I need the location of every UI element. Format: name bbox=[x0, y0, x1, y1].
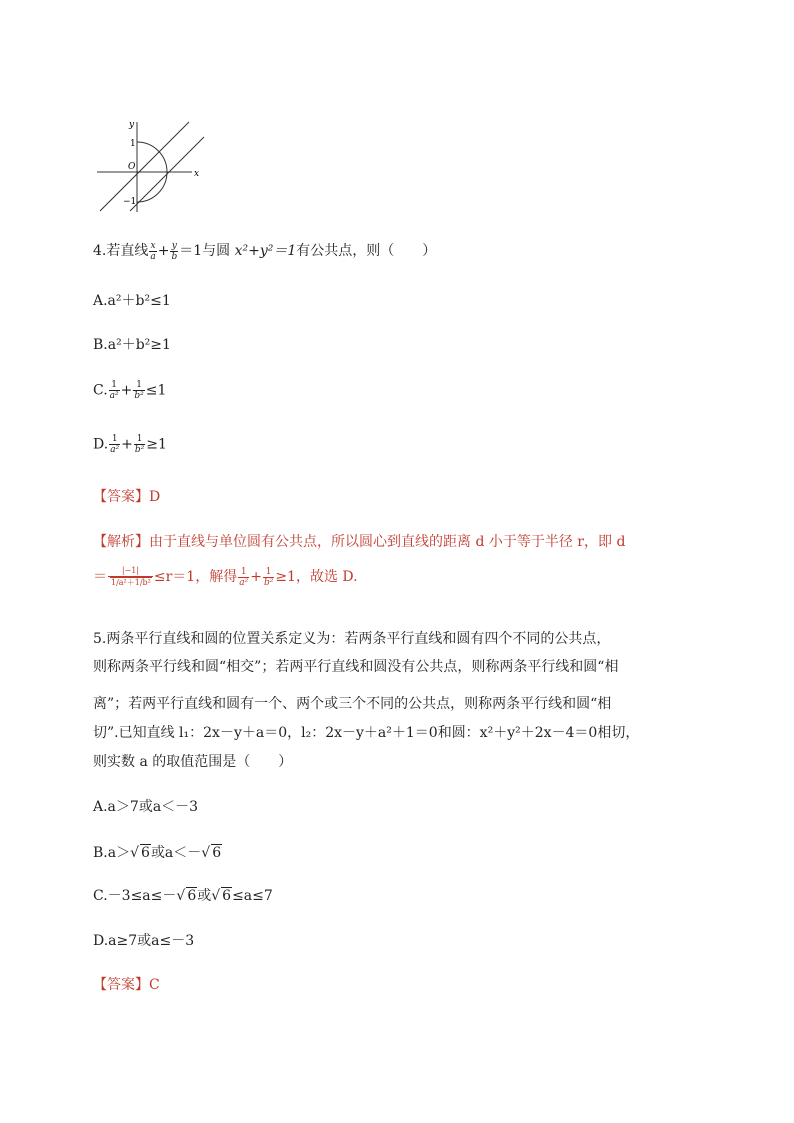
line-lower bbox=[130, 137, 204, 211]
answer-value: D bbox=[149, 489, 161, 505]
q5-option-a: A.a＞7或a＜－3 bbox=[93, 799, 199, 815]
q5-line1: 5.两条平行直线和圆的位置关系定义为：若两条平行直线和圆有四个不同的公共点， bbox=[93, 631, 611, 647]
origin-label: O bbox=[128, 162, 136, 172]
tick-pos-label: 1 bbox=[130, 139, 136, 149]
q4-option-b: B.a²＋b²≥1 bbox=[93, 337, 171, 353]
q4-option-c: C. $\frac{1}{\text{a²}}$ + $\frac{1}{\text{b²}}$ ≤1 bbox=[93, 380, 167, 401]
q4-option-d: D. $\frac{1}{\text{a²}}$ + $\frac{1}{\text{b²}}$ ≥1 bbox=[93, 434, 167, 455]
q5-option-c: C.－3≤a≤－√ 6或√ 6≤a≤7 bbox=[93, 888, 273, 904]
frac-x-over-a: $\frac{x}{a}$ bbox=[150, 240, 156, 262]
frac-y-over-b: $\frac{y}{b}$ bbox=[171, 240, 178, 262]
q5-line4: 切”.已知直线 l₁：2x－y＋a＝0，l₂：2x－y＋a²＋1＝0和圆：x²＋y²＋2x－4＝0相切， bbox=[93, 725, 640, 741]
q4-answer bbox=[93, 486, 160, 506]
axis-x-label: x bbox=[194, 169, 200, 179]
q4-stem-eq: ＝1与圆 bbox=[179, 243, 231, 259]
q5-answer bbox=[93, 974, 160, 994]
q4-stem-post: 有公共点，则（ ） bbox=[296, 243, 437, 259]
answer-value: C bbox=[149, 977, 160, 993]
axis-y-label: y bbox=[129, 120, 135, 130]
answer-tag: 【答案】 bbox=[93, 489, 149, 505]
q4-stem: 4.若直线 $\frac{x}{a}$ + $\frac{y}{b}$ ＝1与圆 x²+y²＝1有公共点，则（ ） bbox=[93, 240, 437, 262]
q4-analysis-line1: 【解析】由于直线与单位圆有公共点，所以圆心到直线的距离 d 小于等于半径 r，即 d bbox=[93, 534, 626, 550]
q5-option-d: D.a≥7或a≤－3 bbox=[93, 933, 195, 949]
q4-stem-pre: 若直线 bbox=[106, 243, 149, 259]
analysis-tag: 【解析】 bbox=[93, 534, 149, 550]
q4-option-a: A.a²＋b²≤1 bbox=[93, 293, 171, 309]
q5-line5: 则实数 a 的取值范围是（ ） bbox=[93, 754, 293, 770]
tick-neg-label: −1 bbox=[123, 197, 137, 207]
q5-option-b: B.a＞√ 6或a＜－√ 6 bbox=[93, 845, 222, 861]
line-upper bbox=[100, 122, 189, 211]
answer-tag: 【答案】 bbox=[93, 977, 149, 993]
q5-line3: 离”；若两平行直线和圆有一个、两个或三个不同的公共点，则称两条平行线和圆“相 bbox=[93, 696, 612, 712]
q4-circle-eq: x²+y²＝1 bbox=[234, 243, 297, 259]
q4-number: 4. bbox=[93, 243, 107, 259]
q4-analysis-line2: ＝ $\frac{|-1|}{\text{1/a²＋1/b²}}$ ≤r＝1，解得 $\frac{1}{\text{a²}}$ + $\frac{1}{\text{b²}}$ ≥1，故选 D. bbox=[93, 566, 358, 588]
q5-line2: 则称两条平行线和圆“相交”；若两平行直线和圆没有公共点，则称两条平行线和圆“相 bbox=[93, 659, 619, 675]
circle-lines-figure bbox=[92, 112, 207, 216]
